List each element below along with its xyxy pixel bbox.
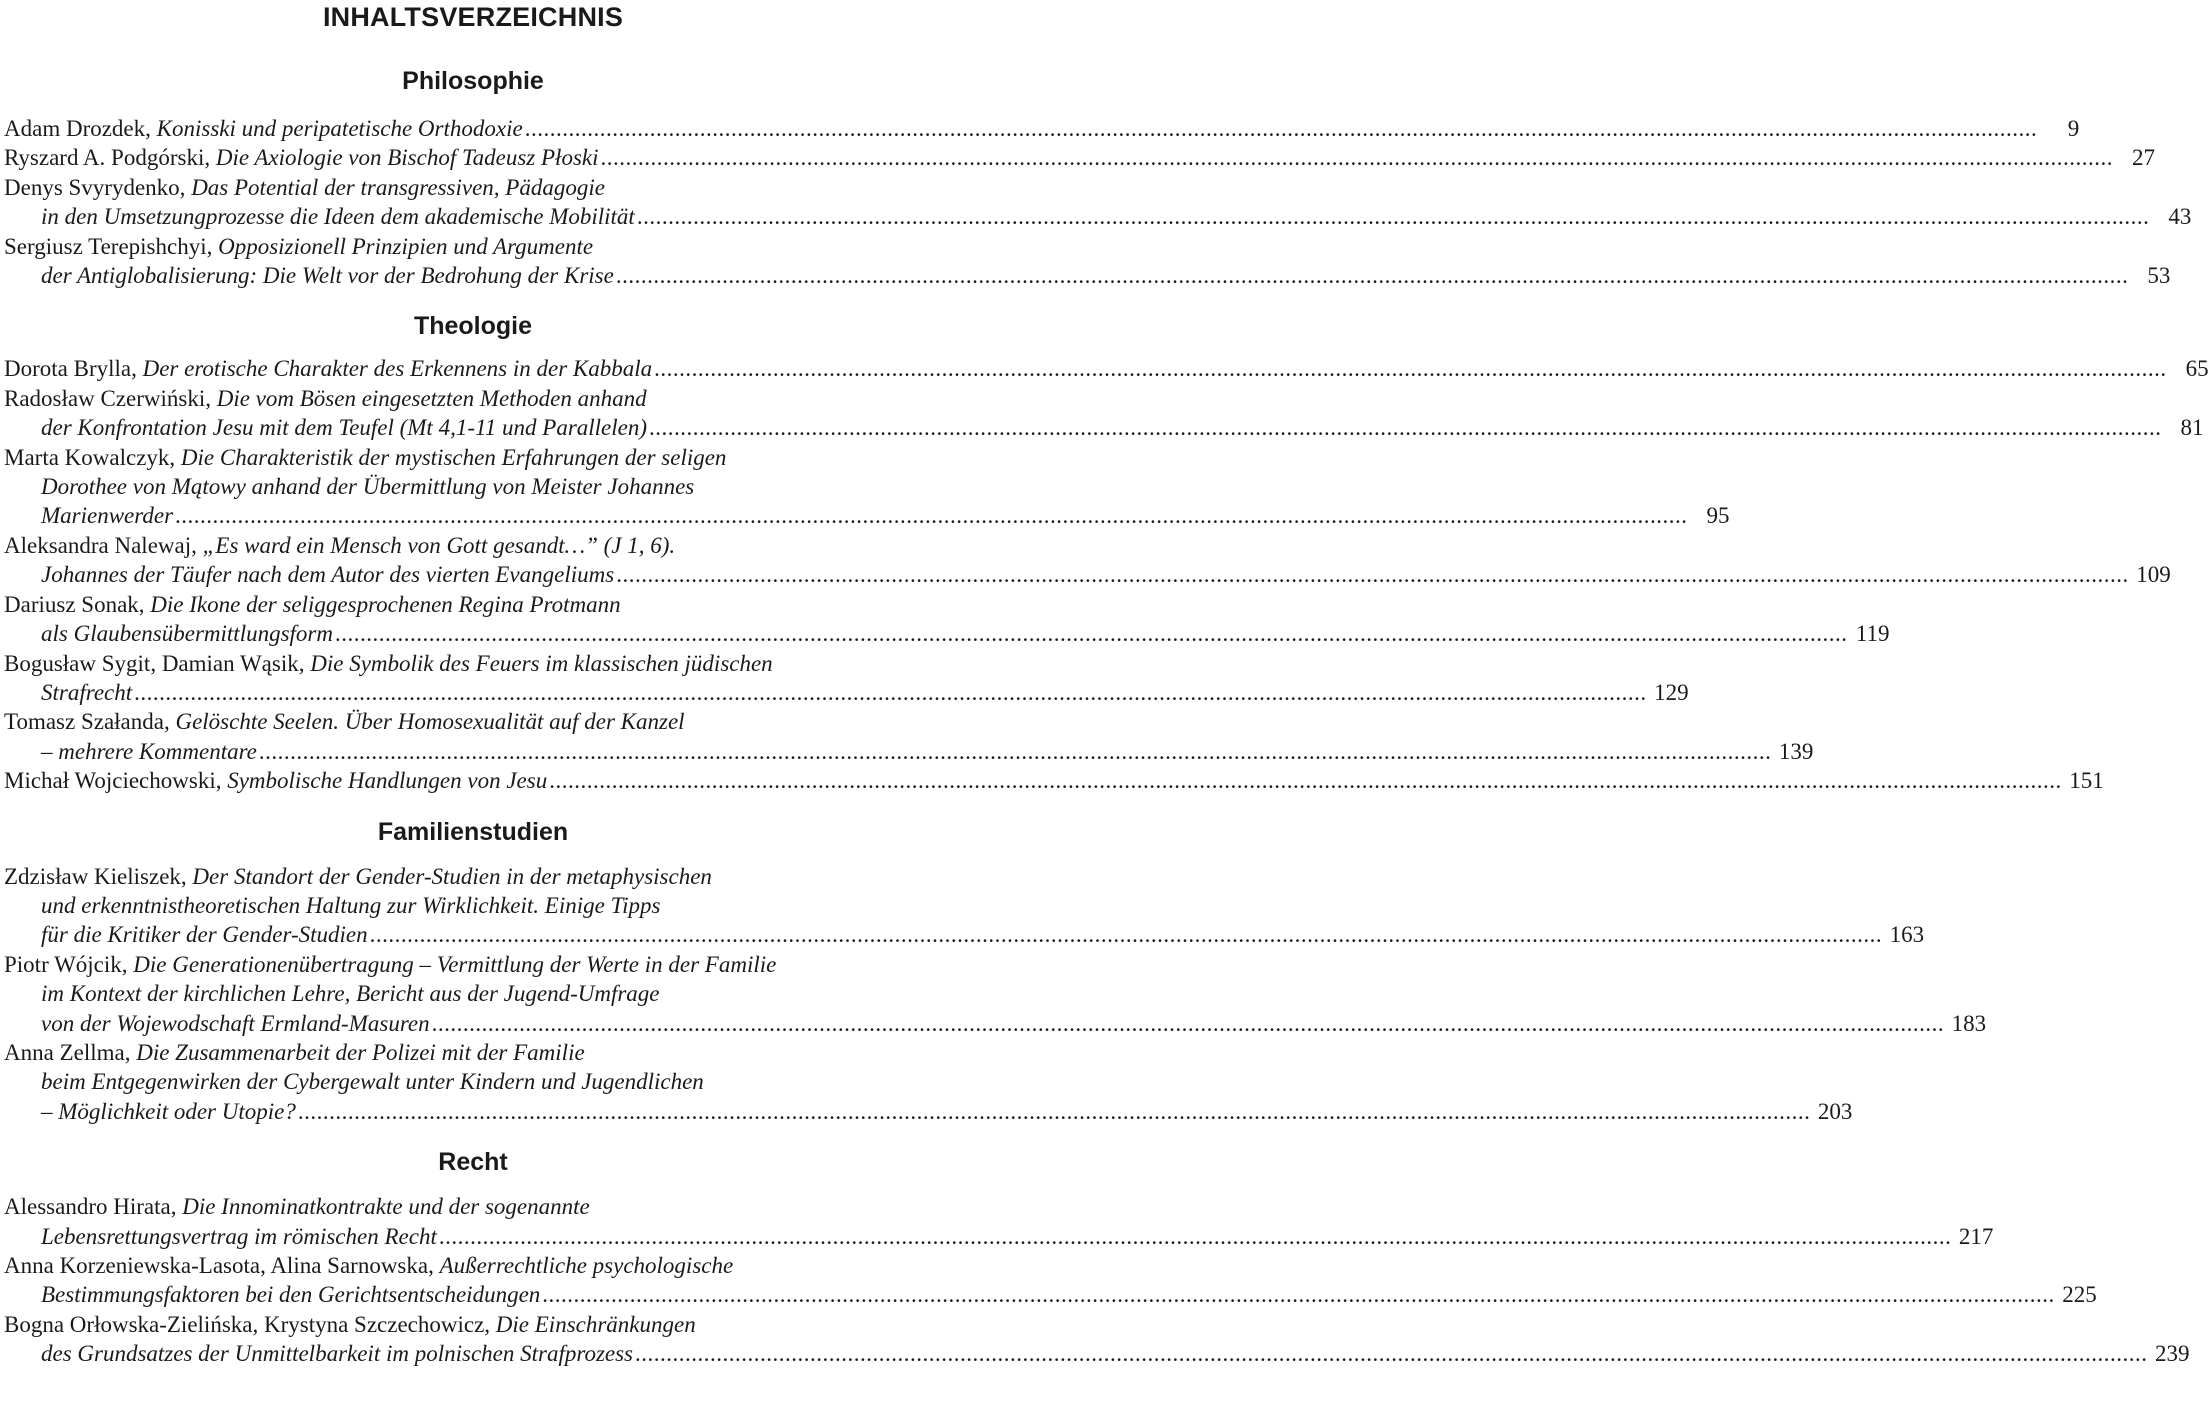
toc-entry-line xyxy=(4,443,942,472)
dot-leader xyxy=(635,1339,2148,1368)
entry-title: des Grundsatzes der Unmittelbarkeit im polnischen Strafprozess xyxy=(41,1341,634,1367)
toc-section xyxy=(4,1140,2190,1368)
entry-text xyxy=(41,1067,704,1096)
toc-entry-line xyxy=(4,114,2080,143)
toc-entry-list xyxy=(4,114,2192,290)
toc-entry xyxy=(4,143,2155,172)
page-number: 9 xyxy=(2067,116,2080,141)
entry-text xyxy=(41,560,614,589)
toc-entry-line xyxy=(4,413,2204,442)
entry-authors: Bogusław Sygit, Damian Wąsik, xyxy=(4,650,311,676)
entry-title: Die Charakteristik der mystischen Erfahrungen der seligen xyxy=(180,444,727,470)
dot-leader xyxy=(616,560,2129,589)
toc-entry-line xyxy=(4,1280,2097,1309)
toc-entry-line xyxy=(4,354,2209,383)
entry-text xyxy=(41,1280,540,1309)
entry-title: und erkenntnistheoretischen Haltung zur Wirklichkeit. Einige Tipps xyxy=(41,892,661,918)
page-number: 81 xyxy=(2180,415,2204,441)
entry-authors: Denys Svyrydenko, xyxy=(4,174,192,200)
dot-leader xyxy=(175,501,1688,530)
page-number: 239 xyxy=(2155,1341,2190,1367)
entry-title: Dorothee von Mątowy anhand der Übermittlung von Meister Johannes xyxy=(41,474,695,500)
entry-title: Die Ikone der seliggesprochenen Regina Protmann xyxy=(150,591,621,617)
page-number: 65 xyxy=(2185,356,2209,382)
entry-authors: Radosław Czerwiński, xyxy=(4,385,217,411)
toc-entry xyxy=(4,354,2209,383)
entry-title: Strafrecht xyxy=(41,679,133,705)
entry-text xyxy=(4,173,605,202)
entry-authors: Aleksandra Nalewaj, xyxy=(4,532,203,558)
toc-entry-line xyxy=(4,950,942,979)
section-heading: Recht xyxy=(438,1148,508,1177)
entry-text xyxy=(4,1251,733,1280)
dot-leader xyxy=(616,261,2129,290)
entry-text xyxy=(41,472,694,501)
dot-leader xyxy=(549,766,2062,795)
toc-entry xyxy=(4,531,2171,590)
dot-leader xyxy=(134,678,1647,707)
entry-text xyxy=(41,737,257,766)
entry-title: Die Innominatkontrakte und der sogenannte xyxy=(182,1194,590,1220)
entry-title: Die Symbolik des Feuers im klassischen jüdischen xyxy=(310,650,773,676)
entry-text xyxy=(41,413,647,442)
toc-section xyxy=(4,810,1987,1127)
dot-leader xyxy=(335,619,1848,648)
toc-entry xyxy=(4,114,2080,143)
entry-text xyxy=(4,649,773,678)
toc-entry xyxy=(4,173,2192,232)
entry-title: Der Standort der Gender-Studien in der metaphysischen xyxy=(192,863,712,889)
toc-entry-line xyxy=(4,560,2171,589)
toc-entry-line xyxy=(4,1009,1987,1038)
page-number: 163 xyxy=(1889,922,1925,948)
entry-title: Opposizionell Prinzipien und Argumente xyxy=(218,233,594,259)
toc-sections xyxy=(4,56,2209,1369)
toc-entry-list xyxy=(4,354,2209,795)
entry-title: Die Axiologie von Bischof Tadeusz Płoski xyxy=(215,145,599,171)
entry-title: beim Entgegenwirken der Cybergewalt unter Kindern und Jugendlichen xyxy=(41,1069,704,1095)
entry-text xyxy=(41,979,660,1008)
entry-title: Außerrechtliche psychologische xyxy=(439,1253,734,1278)
entry-title: Bestimmungsfaktoren bei den Gerichtsentscheidungen xyxy=(41,1282,541,1308)
toc-entry-line xyxy=(4,261,2171,290)
toc-entry-line xyxy=(4,649,942,678)
entry-title: Symbolische Handlungen von Jesu xyxy=(227,768,548,794)
toc-entry-list xyxy=(4,1192,2190,1368)
toc-entry xyxy=(4,232,2171,291)
dot-leader xyxy=(298,1097,1811,1126)
toc-entry-line xyxy=(4,619,1890,648)
toc-entry-line xyxy=(4,1222,1994,1251)
toc-entry-line xyxy=(4,590,942,619)
entry-text xyxy=(4,590,621,619)
toc-entry-line xyxy=(4,678,1689,707)
page-number: 43 xyxy=(2168,204,2192,230)
toc-entry-line xyxy=(4,1339,2190,1368)
entry-title: – Möglichkeit oder Utopie? xyxy=(41,1098,296,1124)
entry-authors: Piotr Wójcik, xyxy=(4,951,134,977)
toc-entry-line xyxy=(4,173,942,202)
entry-authors: Sergiusz Terepishchyi, xyxy=(4,233,219,259)
dot-leader xyxy=(432,1009,1945,1038)
page-number: 225 xyxy=(2062,1282,2097,1308)
entry-title: der Antiglobalisierung: Die Welt vor der Bedrohung der Krise xyxy=(41,263,614,289)
entry-authors: Anna Korzeniewska-Lasota, Alina Sarnowska, xyxy=(4,1253,440,1278)
toc-entry xyxy=(4,766,2104,795)
toc-entry-line xyxy=(4,202,2192,231)
entry-text xyxy=(4,384,647,413)
dot-leader xyxy=(654,354,2167,383)
toc-entry xyxy=(4,1038,1853,1126)
toc-entry xyxy=(4,1310,2190,1369)
entry-authors: Anna Zellma, xyxy=(4,1039,137,1065)
entry-text xyxy=(41,1097,296,1126)
entry-title: Das Potential der transgressiven, Pädagogie xyxy=(191,174,605,200)
entry-text xyxy=(41,1009,430,1038)
toc-entry xyxy=(4,590,1890,649)
dot-leader xyxy=(439,1222,1952,1251)
toc-entry-line xyxy=(4,1251,942,1280)
toc-entry-line xyxy=(4,979,942,1008)
entry-text xyxy=(4,1192,590,1221)
entry-text xyxy=(4,1038,585,1067)
toc-entry-line xyxy=(4,737,1814,766)
dot-leader xyxy=(637,202,2150,231)
toc-entry xyxy=(4,443,1730,531)
page-number: 203 xyxy=(1817,1098,1853,1124)
entry-title: „Es ward ein Mensch von Gott gesandt…” (J 1, 6). xyxy=(202,532,676,558)
entry-text xyxy=(41,891,660,920)
dot-leader xyxy=(259,737,1772,766)
section-heading: Philosophie xyxy=(402,67,544,95)
toc-entry-line xyxy=(4,891,942,920)
toc-entry xyxy=(4,1192,1994,1251)
page-number: 139 xyxy=(1778,738,1814,764)
toc-entry-line xyxy=(4,501,1730,530)
entry-authors: Zdzisław Kieliszek, xyxy=(4,863,193,889)
entry-text xyxy=(4,531,675,560)
entry-text xyxy=(41,1222,437,1251)
dot-leader xyxy=(542,1280,2055,1309)
toc-entry-line xyxy=(4,766,2104,795)
entry-title: Konisski und peripatetische Orthodoxie xyxy=(156,116,523,141)
toc-entry-line xyxy=(4,1192,942,1221)
toc-entry-line xyxy=(4,531,942,560)
page-number: 217 xyxy=(1958,1223,1994,1249)
toc-entry-line xyxy=(4,472,942,501)
toc-entry-line xyxy=(4,1038,942,1067)
entry-title: in den Umsetzungprozesse die Ideen dem akademische Mobilität xyxy=(41,204,635,230)
entry-title: – mehrere Kommentare xyxy=(41,738,257,764)
entry-title: Der erotische Charakter des Erkennens in der Kabbala xyxy=(142,356,653,382)
page-number: 129 xyxy=(1654,679,1689,705)
toc-entry xyxy=(4,950,1987,1038)
entry-text xyxy=(4,232,593,261)
entry-title: Die Einschränkungen xyxy=(495,1311,696,1337)
entry-text xyxy=(4,443,726,472)
toc-entry-line xyxy=(4,920,1925,949)
toc-entry-line xyxy=(4,143,2155,172)
toc-entry-line xyxy=(4,1310,942,1339)
entry-text xyxy=(4,354,652,383)
entry-title: Lebensrettungsvertrag im römischen Recht xyxy=(41,1223,437,1249)
page-number: 183 xyxy=(1951,1010,1987,1036)
entry-text xyxy=(41,619,333,648)
toc-section xyxy=(4,304,2209,795)
dot-leader xyxy=(370,920,1883,949)
toc-entry-line xyxy=(4,384,942,413)
entry-text xyxy=(4,950,776,979)
page-number: 95 xyxy=(1706,503,1730,529)
dot-leader xyxy=(649,413,2162,442)
entry-authors: Adam Drozdek, xyxy=(4,116,157,141)
dot-leader xyxy=(525,114,2038,143)
toc-entry-line xyxy=(4,232,942,261)
entry-title: Marienwerder xyxy=(41,503,174,529)
entry-text xyxy=(4,707,685,736)
entry-title: Gelöschte Seelen. Über Homosexualität auf der Kanzel xyxy=(175,709,685,735)
entry-authors: Dariusz Sonak, xyxy=(4,591,151,617)
entry-authors: Tomasz Szałanda, xyxy=(4,709,176,735)
page-number: 27 xyxy=(2132,145,2155,171)
entry-text xyxy=(4,766,547,795)
section-heading: Familienstudien xyxy=(377,817,569,846)
toc-entry-line xyxy=(4,862,942,891)
toc-entry xyxy=(4,707,1814,766)
entry-title: von der Wojewodschaft Ermland-Masuren xyxy=(41,1010,430,1036)
entry-text xyxy=(41,920,368,949)
toc-entry xyxy=(4,649,1689,708)
entry-text xyxy=(41,202,635,231)
entry-title: Johannes der Täufer nach dem Autor des vierten Evangeliums xyxy=(41,562,615,588)
page-number: 119 xyxy=(1855,621,1890,647)
entry-text xyxy=(41,1339,633,1368)
document-title: INHALTSVERZEICHNIS xyxy=(322,2,624,32)
entry-text xyxy=(4,114,523,143)
dot-leader xyxy=(601,143,2114,172)
entry-text xyxy=(41,261,614,290)
entry-text xyxy=(4,143,599,172)
entry-title: als Glaubensübermittlungsform xyxy=(41,621,333,647)
entry-text xyxy=(4,862,712,891)
toc-entry-line xyxy=(4,1067,942,1096)
page-number: 151 xyxy=(2069,768,2104,794)
entry-text xyxy=(4,1310,696,1339)
entry-title: Die vom Bösen eingesetzten Methoden anhand xyxy=(216,385,647,411)
entry-authors: Marta Kowalczyk, xyxy=(4,444,181,470)
page-number: 53 xyxy=(2147,263,2171,289)
toc-entry xyxy=(4,384,2204,443)
entry-authors: Michał Wojciechowski, xyxy=(4,768,228,794)
entry-title: für die Kritiker der Gender-Studien xyxy=(41,922,368,948)
toc-entry xyxy=(4,862,1925,950)
toc-entry-line xyxy=(4,707,942,736)
entry-authors: Bogna Orłowska-Zielińska, Krystyna Szczechowicz, xyxy=(4,1311,496,1337)
entry-title: der Konfrontation Jesu mit dem Teufel (Mt 4,1-11 und Parallelen) xyxy=(41,415,648,441)
entry-text xyxy=(41,501,173,530)
entry-title: Die Zusammenarbeit der Polizei mit der Familie xyxy=(136,1039,585,1065)
entry-authors: Ryszard A. Podgórski, xyxy=(4,145,216,171)
section-heading: Theologie xyxy=(413,312,533,341)
toc-entry-line xyxy=(4,1097,1853,1126)
toc-section xyxy=(4,56,2192,290)
page-number: 109 xyxy=(2136,562,2171,588)
toc-entry xyxy=(4,1251,2097,1310)
entry-text xyxy=(41,678,132,707)
entry-title: im Kontext der kirchlichen Lehre, Bericht aus der Jugend-Umfrage xyxy=(41,981,660,1007)
toc-entry-list xyxy=(4,862,1987,1127)
entry-authors: Alessandro Hirata, xyxy=(4,1194,183,1220)
entry-authors: Dorota Brylla, xyxy=(4,356,143,382)
entry-title: Die Generationenübertragung – Vermittlung der Werte in der Familie xyxy=(133,951,777,977)
